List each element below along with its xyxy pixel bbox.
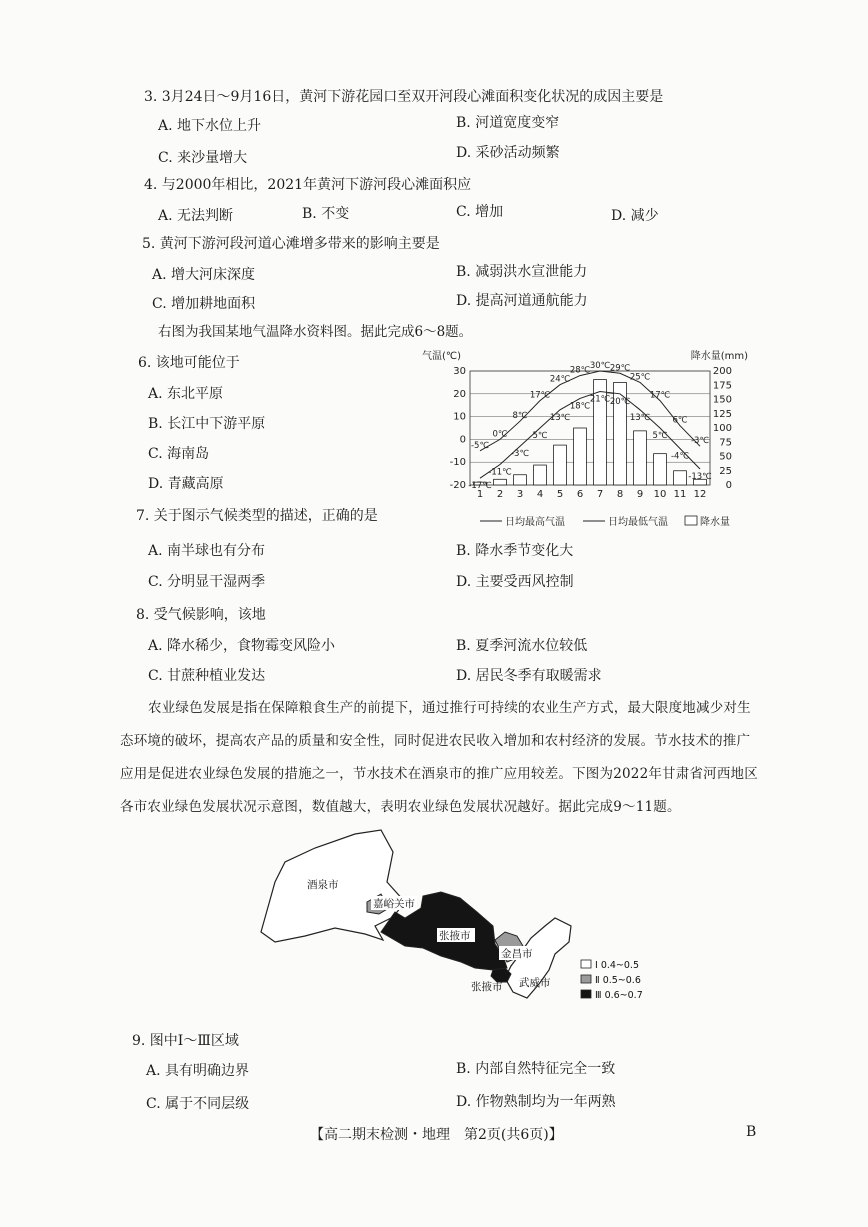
q7-option-b[interactable]: B. 降水季节变化大 [456,543,574,559]
map-legend-swatch-3 [581,990,591,998]
month-tick-label: 10 [653,489,667,500]
q7-option-d[interactable]: D. 主要受西风控制 [456,574,574,590]
month-tick-label: 4 [536,489,544,500]
map-legend-label-3: Ⅲ 0.6~0.7 [595,990,643,1001]
high-temp-data-label: 24℃ [549,374,571,385]
label-jiayuguan: 嘉峪关市 [373,898,415,910]
low-temp-data-label: 5℃ [532,431,548,441]
legend-precip-label: 降水量 [700,517,730,528]
climate-intro: 右图为我国某地气温降水资料图。据此完成6～8题。 [158,324,473,340]
month-tick-label: 2 [496,489,504,500]
q9-option-d[interactable]: D. 作物熟制均为一年两熟 [456,1094,616,1110]
q6-option-c[interactable]: C. 海南岛 [148,446,210,462]
high-temp-data-label: 0℃ [492,429,508,440]
month-tick-label: 7 [596,489,604,500]
high-temp-data-label: -5℃ [470,440,490,451]
q3-option-c[interactable]: C. 来沙量增大 [158,150,248,166]
low-temp-data-label: -17℃ [468,481,492,492]
q9-stem: 9. 图中Ⅰ～Ⅲ区域 [132,1033,239,1049]
q7-option-a[interactable]: A. 南半球也有分布 [148,543,266,559]
q8-option-a[interactable]: A. 降水稀少，食物霉变风险小 [148,638,336,654]
high-temp-data-label: 17℃ [529,390,551,401]
q7-option-c[interactable]: C. 分明显干湿两季 [148,574,266,590]
q5-option-c[interactable]: C. 增加耕地面积 [152,296,256,312]
page-footer: 【高二期末检测・地理 第2页(共6页)】 [310,1127,563,1143]
q9-option-c[interactable]: C. 属于不同层级 [146,1096,250,1112]
right-tick-label: 200 [712,366,732,377]
left-axis-label: 气温(℃) [422,351,462,362]
q5-option-b[interactable]: B. 减弱洪水宣泄能力 [456,264,588,280]
precip-bar [674,471,687,485]
q6-option-d[interactable]: D. 青藏高原 [148,476,224,492]
passage-paragraph: 农业绿色发展是指在保障粮食生产的前提下，通过推行可持续的农业生产方式，最大限度地减少对生态环境的破坏，提高农产品的质量和安全性，同时促进农民收入增加和农村经济的发展。节水技术的推广应用是促进农业绿色发展的措施之一，节水技术在酒泉市的推广应用较差。下图为2022年甘肃省河西地区各市农业绿色发展状况示意图，数值越大，表明农业绿色发展状况越好。据此完成9～11题。 [120,700,758,815]
q8-option-b[interactable]: B. 夏季河流水位较低 [456,638,588,654]
q3-option-b[interactable]: B. 河道宽度变窄 [456,115,560,131]
left-tick-label: -10 [449,457,466,469]
low-temp-data-label: -4℃ [670,451,690,462]
low-temp-data-label: -13℃ [688,472,712,483]
label-zhangye: 张掖市 [439,930,471,942]
q7-stem: 7. 关于图示气候类型的描述，正确的是 [136,508,378,524]
q4-option-d[interactable]: D. 减少 [611,208,659,224]
left-tick-label: 0 [459,434,466,446]
q4-option-a[interactable]: A. 无法判断 [158,208,234,224]
month-tick-label: 1 [476,489,484,500]
q3-option-d[interactable]: D. 采砂活动频繁 [456,145,560,161]
month-tick-label: 9 [636,489,644,500]
map-legend-label-2: Ⅱ 0.5~0.6 [595,975,641,986]
month-tick-label: 5 [556,489,564,500]
low-temp-data-label: 20℃ [609,396,631,407]
hexi-map [255,822,675,1022]
low-temp-data-label: 21℃ [589,394,611,405]
high-temp-data-label: 28℃ [569,365,591,376]
precip-bar [574,428,587,485]
q8-option-d[interactable]: D. 居民冬季有取暖需求 [456,668,602,684]
left-tick-label: 20 [453,388,466,400]
low-temp-data-label: 5℃ [652,431,668,441]
precip-bar [494,479,507,485]
legend-low-label: 日均最低气温 [608,517,668,528]
right-tick-label: 175 [712,380,732,392]
high-temp-data-label: -3℃ [690,436,710,447]
precip-bar [514,475,527,485]
q8-stem: 8. 受气候影响，该地 [136,607,266,623]
low-temp-data-label: -3℃ [510,449,530,460]
high-temp-data-label: 17℃ [649,390,671,401]
q5-stem: 5. 黄河下游河段河道心滩增多带来的影响主要是 [142,236,440,252]
climate-chart [420,345,750,535]
q4-option-c[interactable]: C. 增加 [456,204,504,220]
month-tick-label: 3 [516,489,524,500]
precip-bar [654,454,667,485]
q4-option-b[interactable]: B. 不变 [302,206,350,222]
right-axis-label: 降水量(mm) [690,351,748,362]
map-legend-swatch-1 [581,960,591,968]
q9-option-a[interactable]: A. 具有明确边界 [146,1063,250,1079]
month-tick-label: 8 [616,489,624,500]
precip-bar [534,465,547,485]
right-tick-label: 25 [719,465,732,477]
map-legend-swatch-2 [581,975,591,983]
q9-option-b[interactable]: B. 内部自然特征完全一致 [456,1061,616,1077]
region-zhangye-south [491,968,511,982]
right-tick-label: 150 [712,394,732,406]
label-jiuquan: 酒泉市 [307,879,339,891]
high-temp-data-label: 6℃ [672,415,688,426]
right-tick-label: 75 [719,437,732,449]
q3-stem: 3. 3月24日～9月16日，黄河下游花园口至双开河段心滩面积变化状况的成因主要是 [144,89,664,105]
right-tick-label: 0 [725,480,732,491]
q3-option-a[interactable]: A. 地下水位上升 [158,118,262,134]
label-jinchang: 金昌市 [501,948,533,960]
legend-precip-swatch [685,516,697,525]
left-tick-label: -20 [449,480,466,491]
left-tick-label: 30 [453,366,466,377]
q6-stem: 6. 该地可能位于 [138,355,240,371]
left-tick-label: 10 [453,411,466,423]
precip-bar [634,431,647,485]
passage [120,692,760,824]
label-wuwei: 武威市 [519,977,551,989]
right-tick-label: 125 [712,408,732,420]
high-temp-data-label: 8℃ [512,411,528,422]
low-temp-data-label: 18℃ [569,401,591,412]
label-zhangye-2: 张掖市 [471,981,503,993]
month-tick-label: 12 [693,489,707,500]
right-tick-label: 100 [712,423,732,434]
legend-high-label: 日均最高气温 [505,517,565,528]
q5-option-d[interactable]: D. 提高河道通航能力 [456,293,588,309]
high-temp-data-label: 30℃ [589,361,611,371]
q8-option-c[interactable]: C. 甘蔗种植业发达 [148,668,266,684]
month-tick-label: 11 [673,489,687,500]
precip-bar [554,445,567,485]
high-temp-data-label: 25℃ [629,372,651,383]
right-tick-label: 50 [719,451,732,463]
q6-option-b[interactable]: B. 长江中下游平原 [148,416,266,432]
low-temp-data-label: -11℃ [488,467,512,478]
low-temp-data-label: 13℃ [629,412,651,423]
version-mark: B [746,1124,757,1140]
high-temp-data-label: 29℃ [609,363,631,374]
q4-stem: 4. 与2000年相比，2021年黄河下游河段心滩面积应 [144,177,472,193]
q6-option-a[interactable]: A. 东北平原 [148,386,224,402]
q5-option-a[interactable]: A. 增大河床深度 [152,267,256,283]
month-tick-label: 6 [576,489,584,500]
map-legend-label-1: Ⅰ 0.4~0.5 [595,960,639,971]
low-temp-data-label: 13℃ [549,412,571,423]
